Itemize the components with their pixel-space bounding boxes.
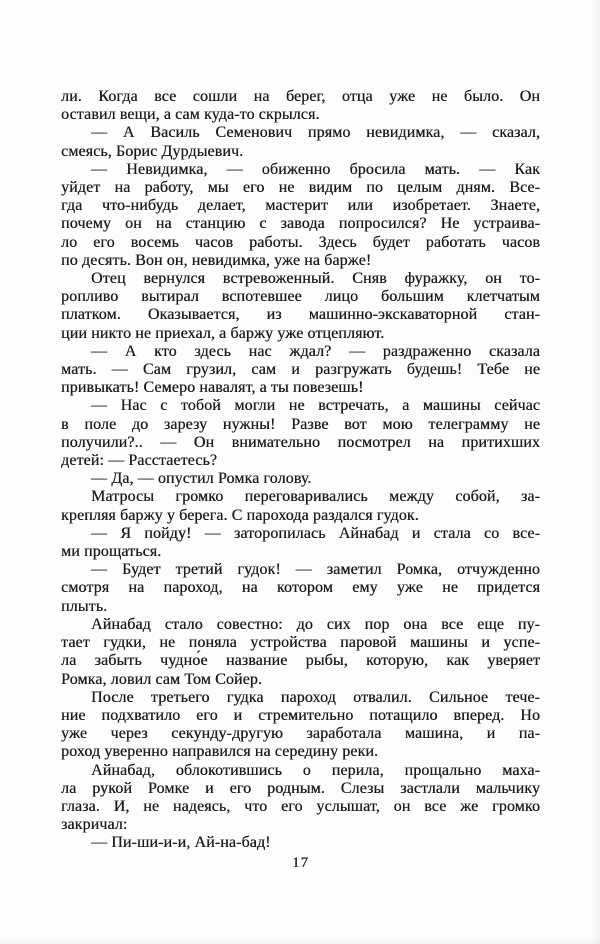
text-line: платком. Оказывается, из машинно-экскаваторной стан- [61, 306, 540, 324]
text-line: Ромка, ловил сам Том Сойер. [61, 670, 262, 688]
text-line: — Невидимка, — обиженно бросила мать. — Как [91, 160, 540, 178]
text-line: Отец вернулся встревоженный. Сняв фуражку, он то- [91, 270, 540, 288]
text-line: ние подхватило его и стремительно потащило вперед. Но [61, 706, 540, 724]
page-number: 17 [292, 855, 309, 871]
text-line: — А Василь Семенович прямо невидимка, — сказал, [91, 124, 540, 142]
text-line: ло его восемь часов работы. Здесь будет работать часов [61, 233, 540, 251]
text-line: — А кто здесь нас ждал? — раздраженно сказала [91, 342, 540, 360]
text-line: — Да, — опустил Ромка голову. [91, 470, 312, 488]
text-line: получили?.. — Он внимательно посмотрел на притихших [61, 433, 540, 451]
text-line: ми прощаться. [61, 543, 162, 561]
text-line: — Я пойду! — заторопилась Айнабад и стала со все- [91, 524, 540, 542]
text-line: гда что-нибудь делает, мастерит или изобретает. Знаете, [61, 197, 540, 215]
text-line: ла забыть чудно́е название рыбы, которую, как уверяет [61, 652, 540, 670]
text-line: — Будет третий гудок! — заметил Ромка, отчужденно [91, 561, 540, 579]
text-line: детей: — Расстаетесь? [61, 452, 218, 470]
text-line: в поле до зарезу нужны! Разве вот мою телеграмму не [61, 415, 540, 433]
text-line: плыть. [61, 597, 108, 615]
text-line: мать. — Сам грузил, сам и разгружать будешь! Тебе не [61, 361, 540, 379]
text-line: закричал: [61, 816, 128, 834]
text-line: уйдет на работу, мы его не видим по целым дням. Все- [61, 179, 540, 197]
text-line: глаза. И, не надеясь, что его услышат, он все же громко [61, 797, 540, 815]
text-line: ли. Когда все сошли на берег, отца уже не было. Он [61, 88, 540, 105]
text-line: привыкать! Семеро навалят, а ты повезешь! [61, 379, 364, 397]
text-line: — Пи-ши-и-и, Ай-на-бад! [91, 834, 271, 852]
text-line: почему он на станцию с завода попросился? Не устраива- [61, 215, 540, 233]
text-line: Матросы громко переговаривались между собой, за- [91, 488, 540, 506]
text-line: оставил вещи, а сам куда-то скрылся. [61, 106, 320, 124]
text-line: ропливо вытирал вспотевшее лицо большим клетчатым [61, 288, 540, 306]
text-line: смотря на пароход, на котором ему уже не придется [61, 579, 540, 597]
text-line: Айнабад стало совестно: до сих пор она все еще пу- [91, 615, 540, 633]
text-line: ции никто не приехал, а баржу уже отцепляют. [61, 324, 385, 342]
text-line: После третьего гудка пароход отвалил. Сильное тече- [91, 688, 540, 706]
text-line: — Нас с тобой могли не встречать, а машины сейчас [91, 397, 540, 415]
text-line: тает гудки, не поняла устройства паровой машины и успе- [61, 634, 540, 652]
text-line: крепляя баржу у берега. С парохода раздался гудок. [61, 506, 419, 524]
text-line: по десять. Вон он, невидимка, уже на барже! [61, 251, 372, 269]
text-line: роход уверенно направился на середину реки. [61, 743, 379, 761]
text-line: смеясь, Борис Дурдыевич. [61, 142, 244, 160]
text-line: ла рукой Ромке и его родным. Слезы застлали мальчику [61, 779, 540, 797]
text-line: уже через секунду-другую заработала машина, и па- [61, 725, 540, 743]
text-line: Айнабад, облокотившись о перила, прощально маха- [91, 761, 540, 779]
text-block [61, 88, 540, 853]
